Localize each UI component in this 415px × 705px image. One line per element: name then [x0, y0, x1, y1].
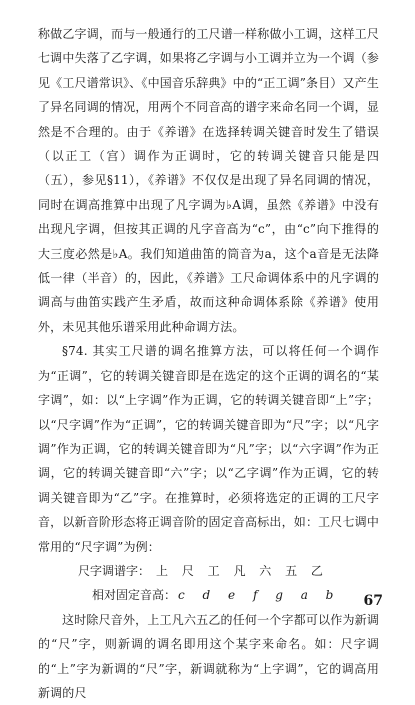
row-label: 尺字调谱字：	[78, 563, 151, 578]
row-label: 相对固定音高：	[92, 588, 177, 603]
paragraph-2: §74. 其实工尺谱的调名推算方法，可以将任何一个调作为“正调”，它的转调关键音即是在选定的这个正调的调名的“某字调”，如：以“上字调”作为正调，它的转调关键音即“上”字；以“尺字调”作为“正调”，它的转调关键音即为“尺”字；以“凡字调”作为正调，它的转调关键音即为“凡”字；以“六字调”作为正调，它的转调关键音即“六”字；以“乙字调”作为正调，它的转调关键音即为“乙”字。在推算时，必须将选定的正调的工尺字音，以新音阶形态将正调音阶的固定音高标出，如：工尺七调中常用的“尺字调”为例：	[38, 344, 379, 554]
table-row-scale-names	[38, 559, 379, 583]
row-values: c d e f g a b	[178, 588, 334, 603]
body-text	[38, 22, 379, 705]
paragraph-1: 称做乙字调，而与一般通行的工尺谱一样称做小工调，这样工尺七调中失落了乙字调，如果将乙字调与小工调并立为一个调（参见《工尺谱常识》、《中国音乐辞典》中的“正工调”条目）又产生了异名同调的情况，用两个不同音高的谱字来命名同一个调，显然是不合理的。由于《养谱》在选择转调关键音时发生了错误（以正工（宫）调作为正调时，它的转调关键音只能是四（五），参见§11），《养谱》不仅仅是出现了异名同调的情况，同时在调高推算中出现了凡字调为♭A调，虽然《养谱》中没有出现凡字调，但按其正调的凡字音高为“c”，由“c”向下推得的大三度必然是♭A。我们知道曲笛的筒音为a，这个a音是无法降低一律（半音）的，因此，《养谱》工尺命调体系中的凡字调的调高与曲笛实践产生矛盾，故而这种命调体系除《养谱》使用外，未见其他乐谱采用此种命调方法。	[38, 27, 379, 334]
row-values: 上 尺 工 凡 六 五 乙	[156, 563, 323, 578]
paragraph-3: 这时除尺音外，上工凡六五乙的任何一个字都可以作为新调的“尺”字，则新调的调名即用这个某字来命名。如：尺字调的“上”字为新调的“尺”字，新调就称为“上字调”，它的调高用新调的尺	[38, 612, 379, 700]
table-row-pitches	[38, 583, 379, 607]
page-number: 67	[363, 593, 383, 609]
